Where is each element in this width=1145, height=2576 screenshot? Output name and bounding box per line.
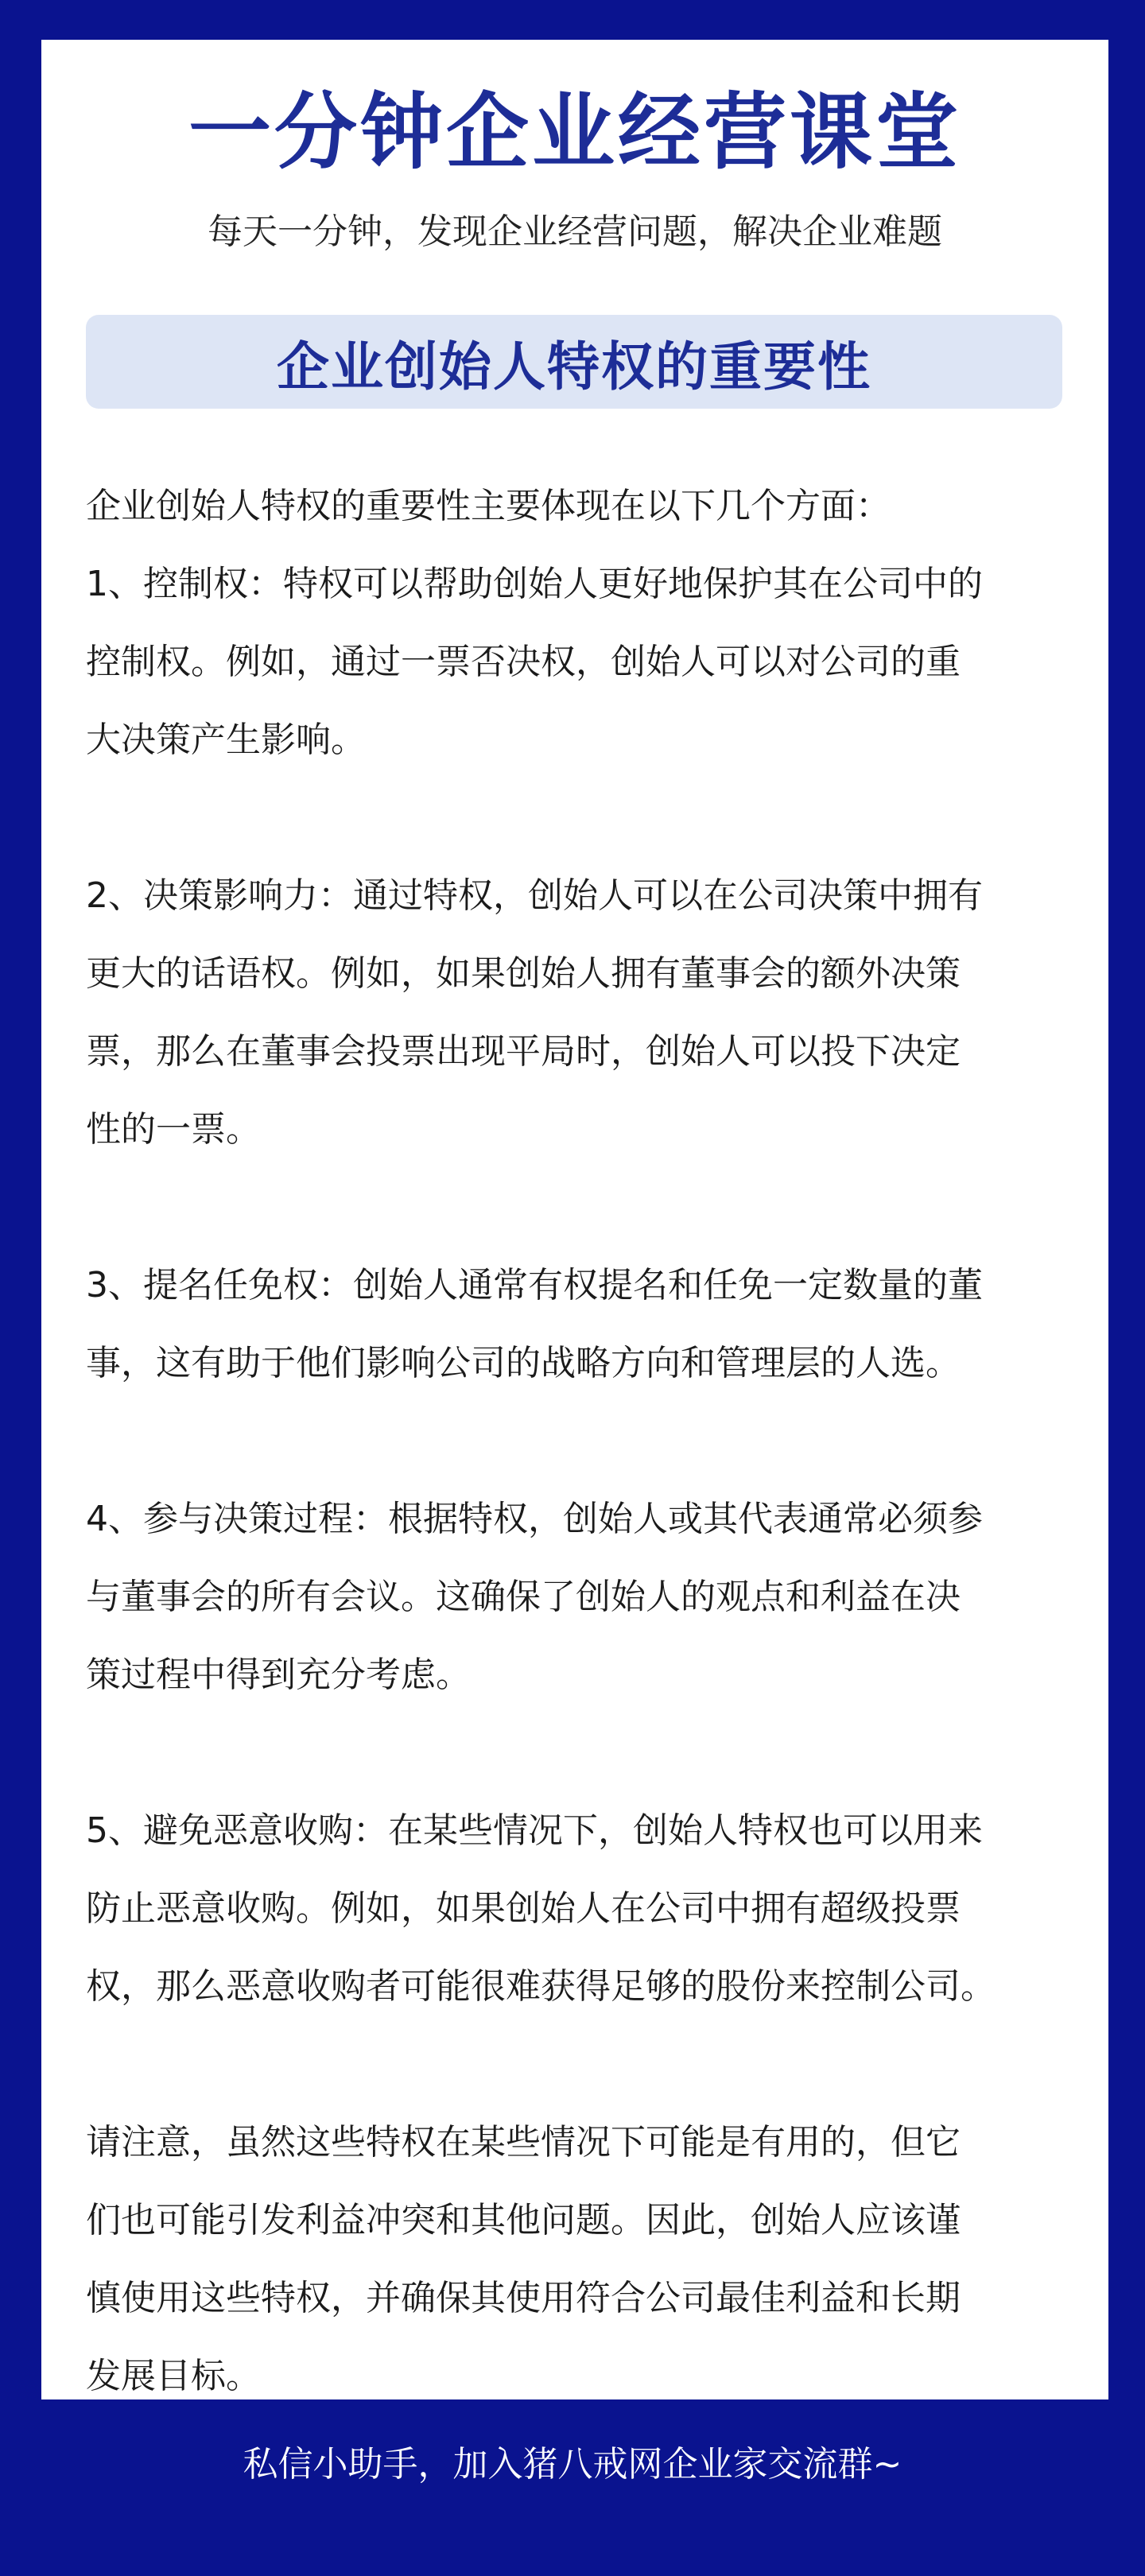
point-nomination-rights: 3、提名任免权：创始人通常有权提名和任免一定数量的董 事，这有助于他们影响公司的战略方向和管理层的人选。 <box>86 1265 983 1383</box>
paragraph-spacer <box>86 779 1080 857</box>
article-intro: 企业创始人特权的重要性主要体现在以下几个方面： <box>86 486 891 526</box>
point-decision-influence: 2、决策影响力：通过特权，创始人可以在公司决策中拥有 更大的话语权。例如，如果创始人拥有董事会的额外决策 票，那么在董事会投票出现平局时，创始人可以投下决定 性的一票。 <box>86 875 983 1150</box>
paragraph-spacer <box>86 1714 1080 1792</box>
topic-banner <box>86 315 1062 409</box>
page-subtitle: 每天一分钟，发现企业经营问题，解决企业难题 <box>208 211 942 252</box>
point-hostile-takeover: 5、避免恶意收购：在某些情况下，创始人特权也可以用来 防止恶意收购。例如，如果创始人在公司中拥有超级投票 权，那么恶意收购者可能很难获得足够的股份来控制公司。 <box>86 1810 996 2007</box>
paragraph-spacer <box>86 1402 1080 1480</box>
content-card <box>41 40 1108 2399</box>
point-decision-participation: 4、参与决策过程：根据特权，创始人或其代表通常必须参 与董事会的所有会议。这确保了创始人的观点和利益在决 策过程中得到充分考虑。 <box>86 1499 983 1695</box>
topic-title: 企业创始人特权的重要性 <box>277 336 871 398</box>
article-conclusion: 请注意，虽然这些特权在某些情况下可能是有用的，但它 们也可能引发利益冲突和其他问题。因此，创始人应该谨 慎使用这些特权，并确保其使用符合公司最佳利益和长期 发展目标。 <box>86 2122 961 2396</box>
paragraph-spacer <box>86 1169 1080 1247</box>
footer-cta: 私信小助手，加入猪八戒网企业家交流群~ <box>243 2444 902 2485</box>
paragraph-spacer <box>86 2026 1080 2104</box>
page-title: 一分钟企业经营课堂 <box>188 83 961 180</box>
point-control-rights: 1、控制权：特权可以帮助创始人更好地保护其在公司中的 控制权。例如，通过一票否决权，创始人可以对公司的重 大决策产生影响。 <box>86 564 983 760</box>
article-body <box>86 467 1080 2415</box>
